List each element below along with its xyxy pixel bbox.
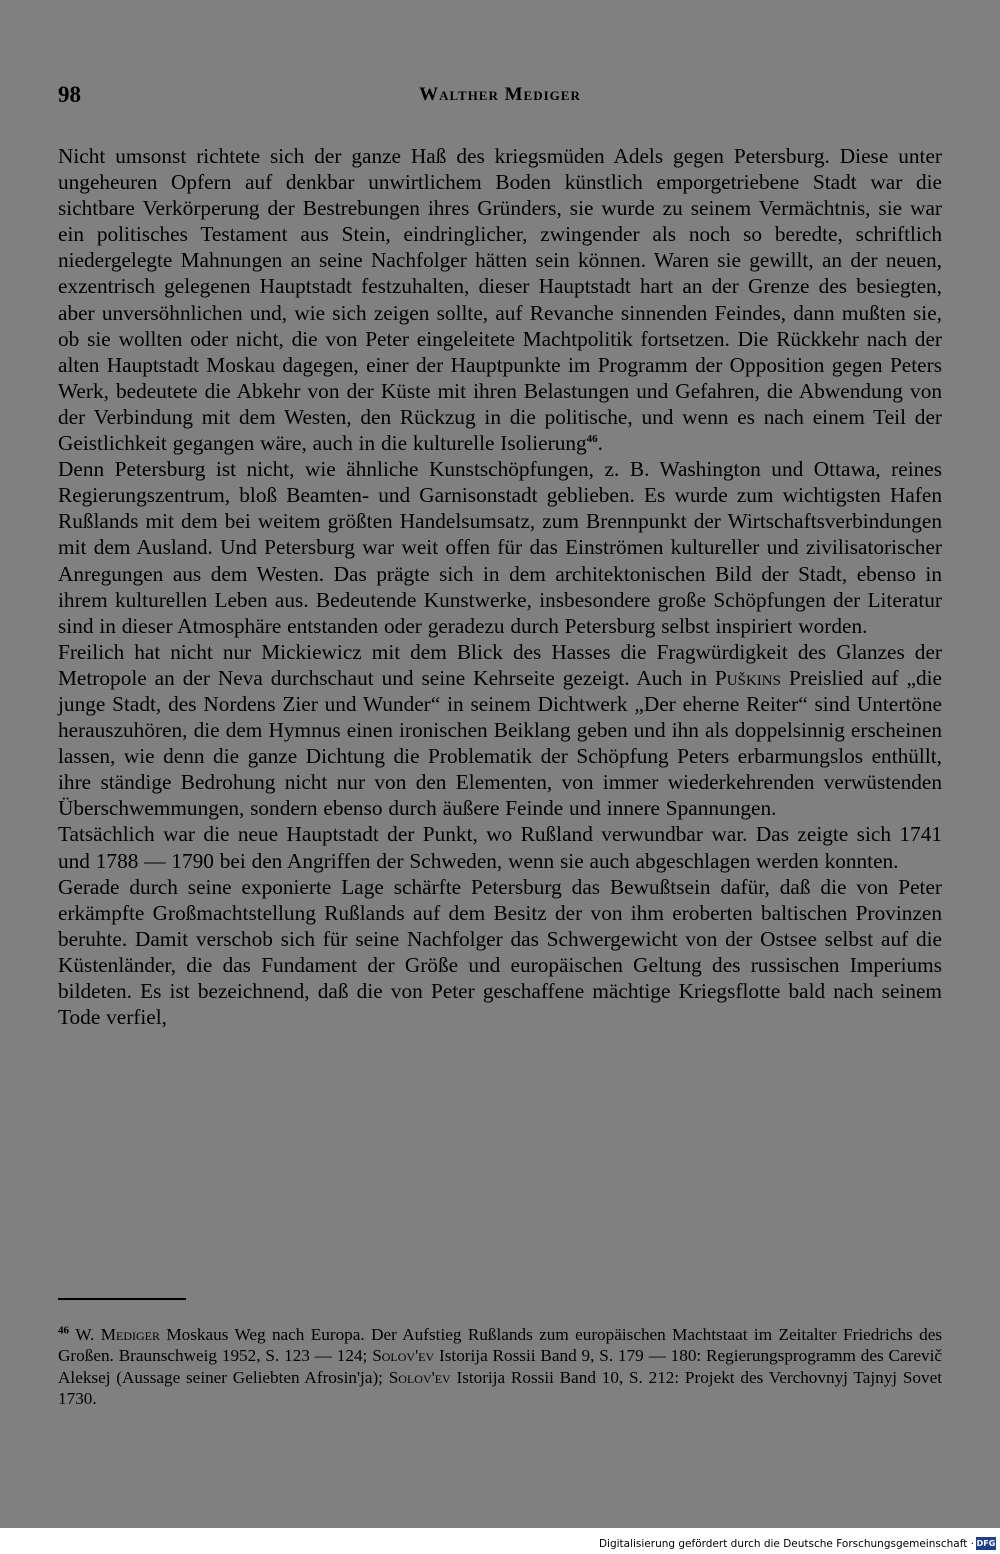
paragraph-2 <box>58 456 942 639</box>
footnote-reference[interactable]: 46 <box>586 432 598 445</box>
paragraph-text: Gerade durch seine exponierte Lage schärfte Petersburg das Bewußtsein dafür, daß die von Peter erkämpfte Großmachtstellung Rußlands auf dem Besitz der von ihm eroberten baltischen Provinzen beruhte. Damit verschob sich für seine Nachfolger das Schwergewicht von der Ostsee selbst auf die Küstenländer, die das Fundament der Größe und europäischen Geltung des russischen Imperiums bildeten. Es ist bezeichnend, daß die von Peter geschaffene mächtige Kriegsflotte bald nach seinem Tode verfiel, <box>58 874 942 1030</box>
footnote-text: Moskaus Weg nach Europa. Der Aufstieg Rußlands zum europäischen Machtstaat im Zeitalter Friedrichs des Großen. Braunschweig 1952, S. 123 — 124; <box>58 1325 943 1366</box>
footnote-text: Istorija Rossii Band 10, S. 212: Projekt des Verchovnyj Tajnyj Sovet 1730. <box>58 1367 942 1408</box>
footnote-author: Solov'ev <box>372 1346 435 1366</box>
footnote-divider <box>58 1298 186 1300</box>
dfg-logo-icon: DFG <box>976 1539 996 1548</box>
footnote-text: Istorija Rossii Band 9, S. 179 — 180: Regierungsprogramm des Carevič Aleksej (Aussage seiner Geliebten Afrosin'ja); <box>58 1346 942 1387</box>
footnote-number: 46 <box>58 1324 69 1337</box>
paragraph-text: Tatsächlich war die neue Hauptstadt der Punkt, wo Rußland verwundbar war. Das zeigte sich 1741 und 1788 — 1790 bei den Angriffen der Schweden, wenn sie auch abgeschlagen werden konnten. <box>58 822 942 873</box>
footnote-46 <box>58 1324 942 1409</box>
page-number: 98 <box>58 82 81 107</box>
paragraph-4 <box>58 821 942 873</box>
footnote-author: W. Mediger <box>75 1325 160 1344</box>
paragraph-5 <box>58 874 942 1031</box>
paragraph-text: Nicht umsonst richtete sich der ganze Haß des kriegsmüden Adels gegen Petersburg. Diese unter ungeheuren Opfern auf denkbar unwirtlichem Boden künstlich emporgetriebene Stadt war die sichtbare Verkörperung der Bestrebungen ihres Gründers, sie wurde zu seinem Vermächtnis, sie war ein politisches Testament aus Stein, eindringlicher, zwingender als noch so beredte, schriftlich niedergelegte Mahnungen an seine Nachfolger hätten sein können. Waren sie gewillt, an der neuen, exzentrisch gelegenen Hauptstadt festzuhalten, dieser Hauptstadt hart an der Grenze des besiegten, aber unversöhnlichen und, wie sich zeigen sollte, auf Revanche sinnenden Feindes, dann mußten sie, ob sie wollten oder nicht, die von Peter eingeleitete Machtpolitik fortsetzen. Die Rückkehr nach der alten Hauptstadt Moskau dagegen, einer der Hauptpunkte im Programm der Opposition gegen Peters Werk, bedeutete die Abkehr von der Küste mit ihren Belastungen und Gefahren, die Abwendung von der Verbindung mit dem Westen, den Rückzug in die politische, und wenn es nach einem Teil der Geistlichkeit gegangen wäre, auch in die kulturelle Isolierung <box>58 144 942 456</box>
main-text <box>58 143 942 1030</box>
page-header <box>58 82 942 112</box>
paragraph-1 <box>58 143 942 456</box>
paragraph-text: Preislied auf „die junge Stadt, des Nordens Zier und Wunder“ in seinem Dichtwerk „Der eherne Reiter“ sind Untertöne herauszuhören, die dem Hymnus einen ironischen Beiklang geben und ihn als doppelsinnig erscheinen lassen, wie denn die ganze Dichtung die Problematik der Schöpfung Peters erbarmungslos enthüllt, ihre ständige Bedrohung nicht nur von den Elementen, von immer wiederkehrenden verwüstenden Überschwemmungen, sondern ebenso durch äußere Feinde und innere Spannungen. <box>58 665 942 821</box>
running-head: Walther Mediger <box>419 84 581 105</box>
paragraph-3 <box>58 639 942 822</box>
footnote-author: Solov'ev <box>388 1367 451 1387</box>
paragraph-end-punctuation: . <box>597 431 603 456</box>
paragraph-text: Denn Petersburg ist nicht, wie ähnliche Kunstschöpfungen, z. B. Washington und Ottawa, reines Regierungszentrum, bloß Beamten- und Garnisonstadt geblieben. Es wurde zum wichtigsten Hafen Rußlands mit dem bei weitem größten Handelsumsatz, zum Brennpunkt der Wirtschaftsverbindungen mit dem Ausland. Und Petersburg war weit offen für das Einströmen kultureller und zivilisatorischer Anregungen aus dem Westen. Das prägte sich in dem architektonischen Bild der Stadt, ebenso in ihrem kulturellen Leben aus. Bedeutende Kunstwerke, insbesondere große Schöpfungen der Literatur sind in dieser Atmosphäre entstanden oder geradezu durch Petersburg selbst inspiriert worden. <box>58 457 942 638</box>
author-name: Puškins <box>714 665 781 690</box>
footnote <box>58 1324 942 1409</box>
paragraph-text-before: Freilich hat nicht nur Mickiewicz mit dem Blick des Hasses die Fragwürdigkeit des Glanzes der Metropole an der Neva durchschaut und seine Kehrseite gezeigt. Auch in <box>58 639 942 690</box>
digitization-credit: Digitalisierung gefördert durch die Deutsche Forschungsgemeinschaft · <box>598 1538 974 1550</box>
